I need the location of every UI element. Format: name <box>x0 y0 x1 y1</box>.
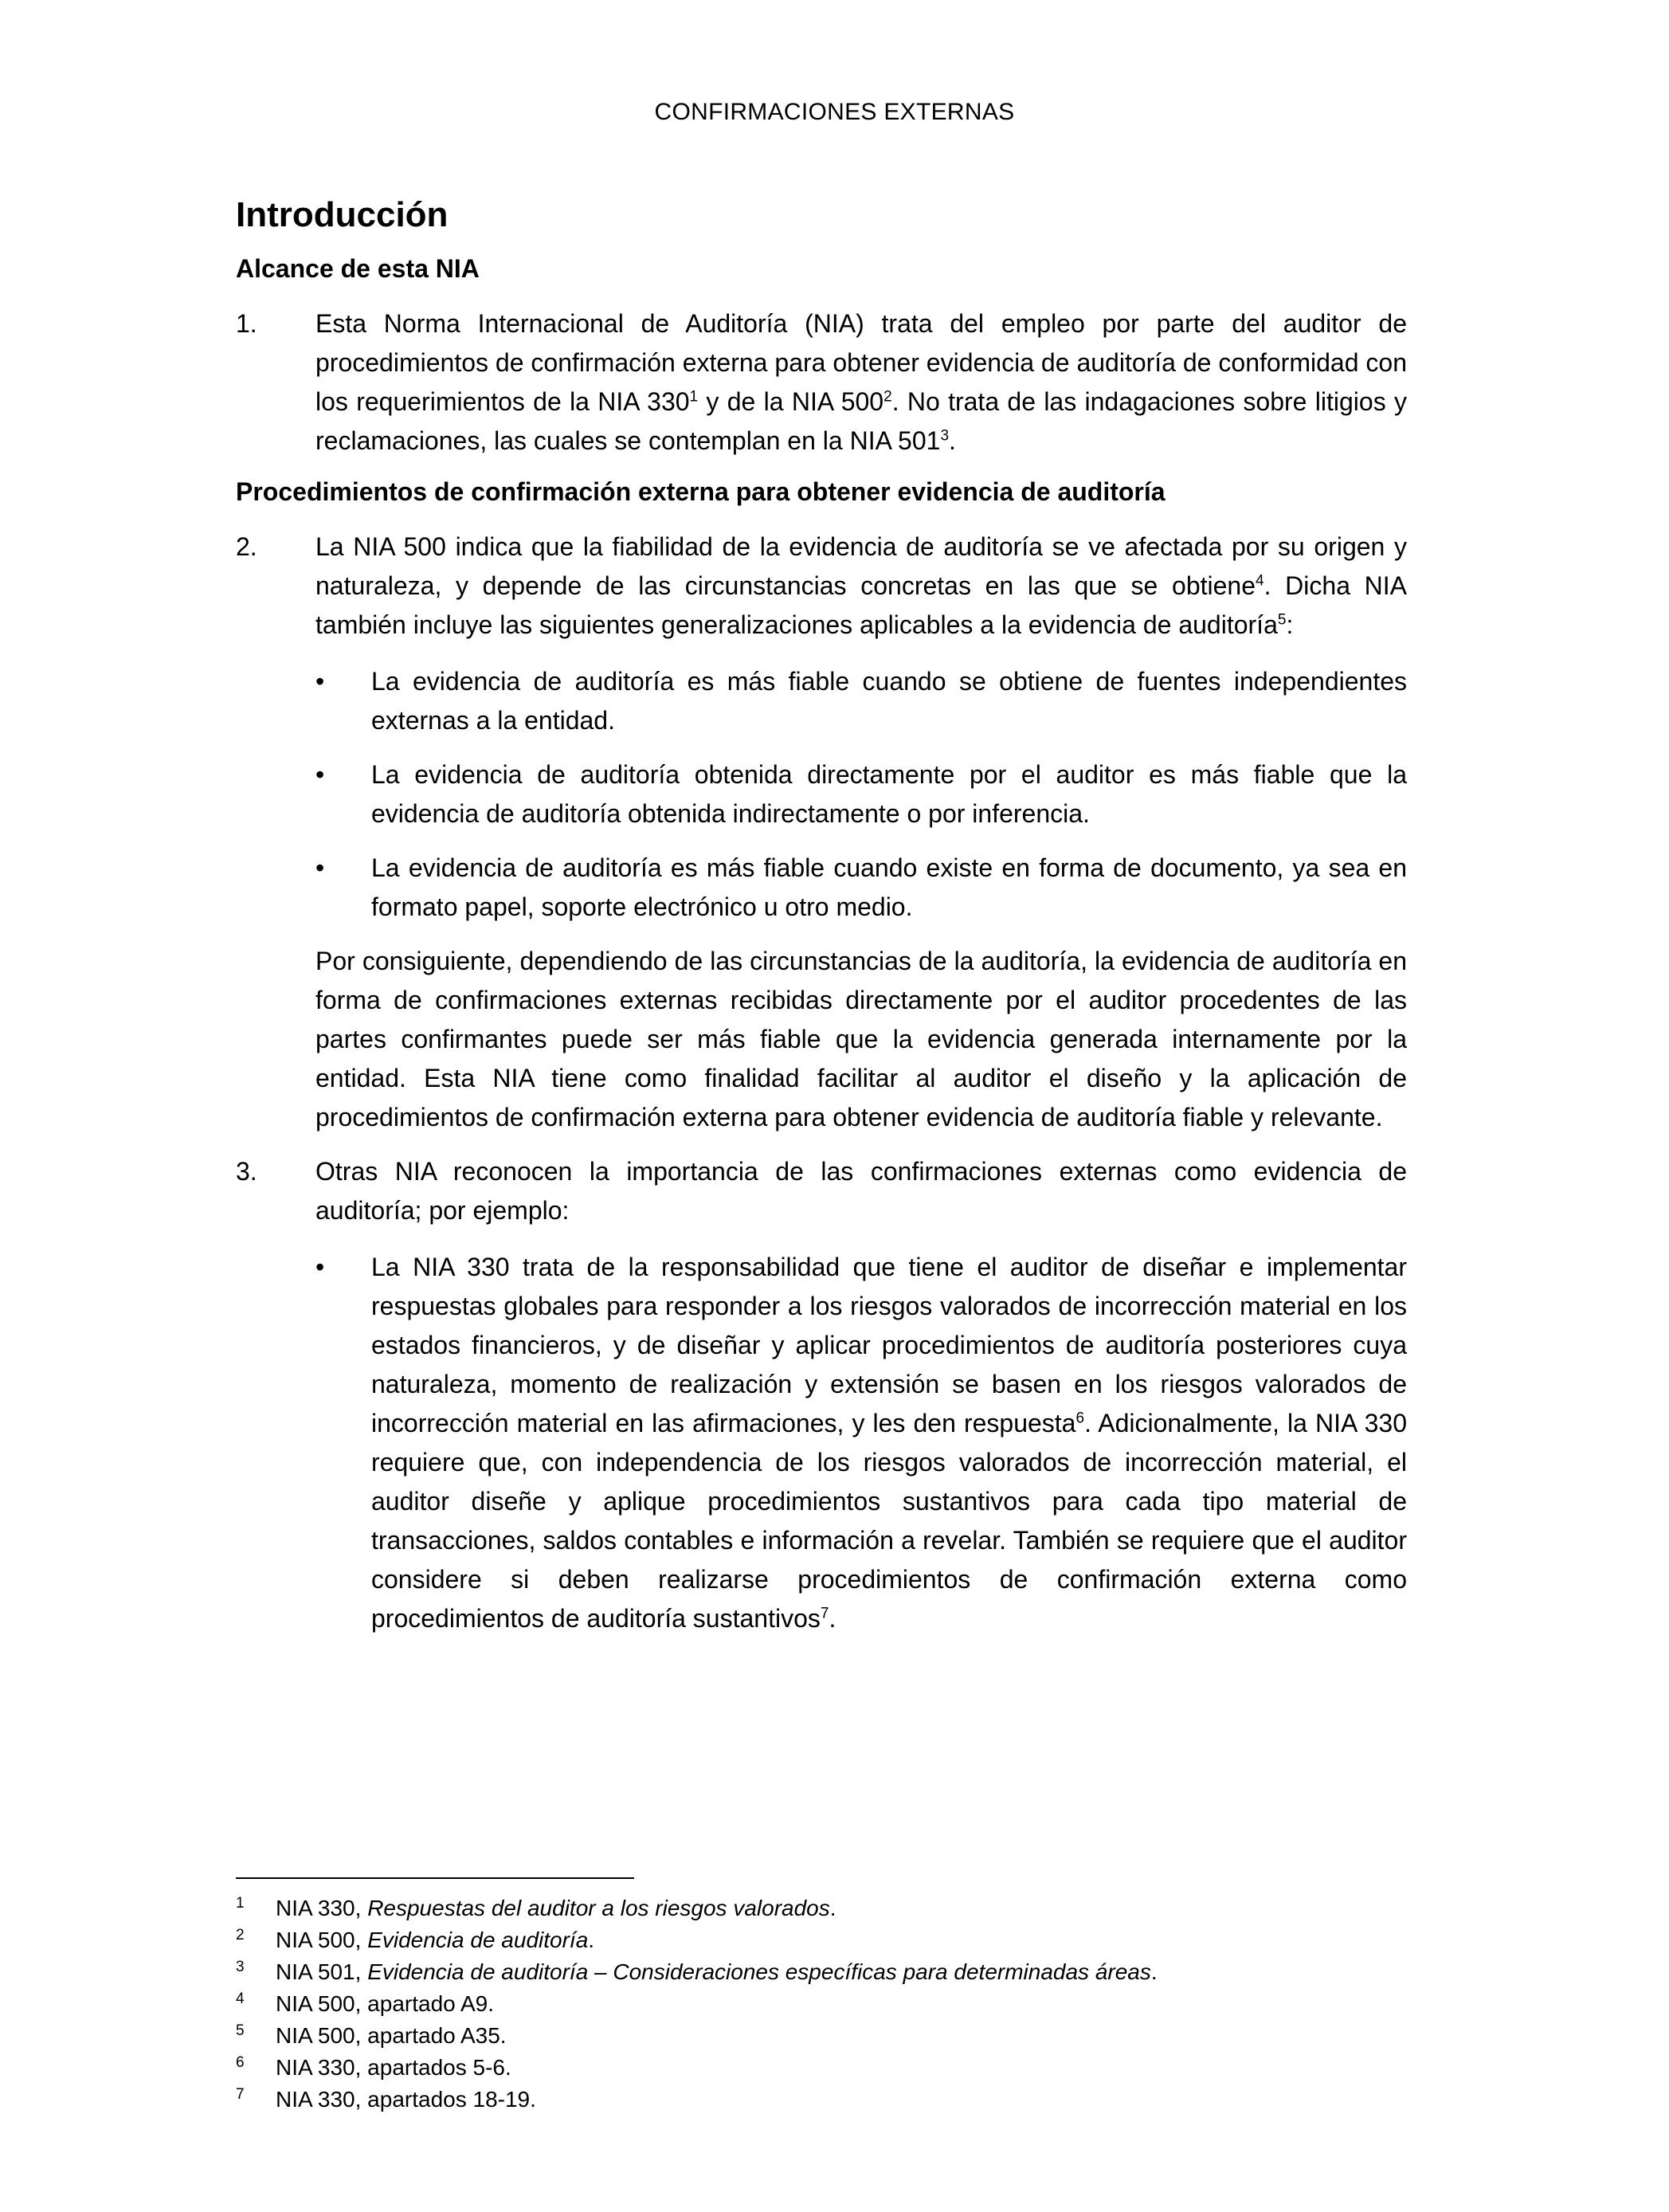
footnote: 5 NIA 500, apartado A35. <box>236 2020 1407 2052</box>
section-heading-introduccion: Introducción <box>236 195 449 234</box>
paragraph-3 <box>236 1152 1407 1230</box>
footnote: 2 NIA 500, Evidencia de auditoría. <box>236 1924 1407 1956</box>
bullet-icon: • <box>315 853 325 882</box>
paragraph-1 <box>236 304 1407 461</box>
paragraph-text: y de la NIA 500 <box>698 387 884 416</box>
footnote-ref[interactable]: 3 <box>940 427 950 445</box>
list-item: • La evidencia de auditoría es más fiable cuando se obtiene de fuentes independientes externas a la entidad. <box>315 662 1407 740</box>
footnote-ref[interactable]: 1 <box>689 388 699 406</box>
paragraph-text: Esta Norma Internacional de Auditoría (NIA) trata del empleo por parte del auditor de procedimientos de confirmación externa para obtener evidencia de auditoría de conformidad con los requerimientos de la NIA 330 <box>315 309 1407 416</box>
footnote-ref[interactable]: 6 <box>1075 1410 1085 1427</box>
main-content <box>236 191 1407 1638</box>
footnote: 7 NIA 330, apartados 18-19. <box>236 2084 1407 2116</box>
footnote-number: 7 <box>236 2086 245 2103</box>
bullet-list-evidence <box>236 662 1407 927</box>
footnote-number: 3 <box>236 1959 245 1975</box>
bullet-icon: • <box>315 667 325 696</box>
footnote-separator <box>236 1877 634 1879</box>
footnote-ref[interactable]: 5 <box>1277 611 1287 629</box>
footnote-number: 5 <box>236 2022 245 2039</box>
footnote-number: 4 <box>236 1990 245 2007</box>
paragraph-number: 3. <box>236 1157 257 1186</box>
paragraph-text: La NIA 500 indica que la fiabilidad de la evidencia de auditoría se ve afectada por su origen y naturaleza, y depende de las circunstancias concretas en las que se obtiene <box>315 532 1407 600</box>
bullet-icon: • <box>315 1253 325 1281</box>
paragraph-number: 1. <box>236 309 257 338</box>
bullet-list-nia330 <box>236 1248 1407 1638</box>
paragraph-2-conclusion: Por consiguiente, dependiendo de las circunstancias de la auditoría, la evidencia de auditoría en forma de confirmaciones externas recibidas directamente por el auditor procedentes de las partes confirmantes puede ser más fiable que la evidencia generada internamente por la entidad. Esta NIA tiene como finalidad facilitar al auditor el diseño y la aplicación de procedimientos de confirmación externa para obtener evidencia de auditoría fiable y relevante. <box>315 947 1407 1131</box>
subheading-procedimientos: Procedimientos de confirmación externa para obtener evidencia de auditoría <box>236 477 1166 506</box>
footnote-number: 2 <box>236 1927 245 1943</box>
footnote: 6 NIA 330, apartados 5-6. <box>236 2052 1407 2084</box>
footnote-ref[interactable]: 4 <box>1256 572 1264 590</box>
paragraph-text: . Dicha NIA también incluye las siguientes generalizaciones aplicables a la evidencia de auditoría <box>315 571 1408 639</box>
running-header: CONFIRMACIONES EXTERNAS <box>654 99 1015 125</box>
paragraph-number: 2. <box>236 532 257 561</box>
list-item: • La NIA 330 trata de la responsabilidad que tiene el auditor de diseñar e implementar respuestas globales para responder a los riesgos valorados de incorrección material en los estados financieros, y de diseñar y aplicar procedimientos de auditoría posteriores cuya naturaleza, momento de realización y extensión se basen en los riesgos valorados de incorrección material en las afirmaciones, y les den respuesta$^6$. Adicionalmente, la NIA 330 requiere que, con independencia de los riesgos valorados de incorrección material, el auditor diseñe y aplique procedimientos sustantivos para cada tipo material de transacciones, saldos contables e información a revelar. También se requiere que el auditor considere si deben realizarse procedimientos de confirmación externa como procedimientos de auditoría sustantivos$^7$. <box>315 1248 1407 1638</box>
footnote: 1 NIA 330, Respuestas del auditor a los riesgos valorados. <box>236 1892 1407 1924</box>
paragraph-text: Otras NIA reconocen la importancia de las confirmaciones externas como evidencia de auditoría; por ejemplo: <box>315 1157 1407 1225</box>
paragraph-text: . <box>949 426 956 455</box>
subheading-alcance: Alcance de esta NIA <box>236 254 480 283</box>
footnote-number: 1 <box>236 1895 245 1912</box>
paragraph-text: : <box>1286 610 1294 639</box>
footnote-ref[interactable]: 7 <box>820 1605 829 1622</box>
footnote: 4 NIA 500, apartado A9. <box>236 1988 1407 2020</box>
footnote: 3 NIA 501, Evidencia de auditoría – Consideraciones específicas para determinadas áreas. <box>236 1956 1407 1988</box>
paragraph-2 <box>236 528 1407 645</box>
footnote-number: 6 <box>236 2054 245 2071</box>
bullet-icon: • <box>315 760 325 789</box>
list-item: • La evidencia de auditoría obtenida directamente por el auditor es más fiable que la evidencia de auditoría obtenida indirectamente o por inferencia. <box>315 755 1407 833</box>
footnotes <box>236 1892 1407 2116</box>
paragraph-text: . No trata de las indagaciones sobre litigios y reclamaciones, las cuales se contemplan en la NIA 501 <box>315 387 1408 455</box>
list-item: • La evidencia de auditoría es más fiable cuando existe en forma de documento, ya sea en formato papel, soporte electrónico u otro medio. <box>315 849 1407 927</box>
footnote-ref[interactable]: 2 <box>883 388 892 406</box>
